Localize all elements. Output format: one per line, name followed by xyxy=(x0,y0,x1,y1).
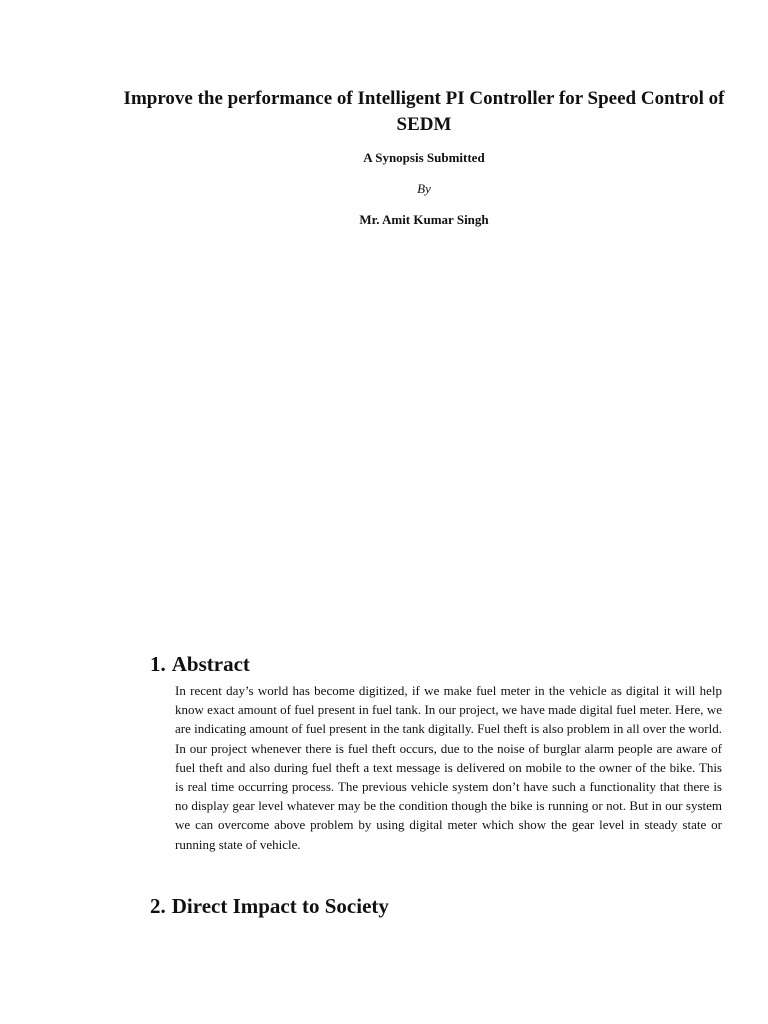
section-heading-direct-impact xyxy=(150,894,389,919)
author-name: Mr. Amit Kumar Singh xyxy=(359,212,489,227)
section-heading-abstract xyxy=(150,652,250,677)
section-number: 1. xyxy=(150,652,166,676)
section-number: 2. xyxy=(150,894,166,918)
section-title: Direct Impact to Society xyxy=(171,894,389,918)
section-title: Abstract xyxy=(171,652,250,676)
abstract-paragraph: In recent day’s world has become digitized, if we make fuel meter in the vehicle as digital it will help know exact amount of fuel present in fuel tank. In our project, we have made digital fuel meter. Here, we are indicating amount of fuel present in the tank digitally. Fuel theft is also problem in all over the world. In our project whenever there is fuel theft occurs, due to the noise of burglar alarm people are aware of fuel theft and also during fuel theft a text message is delivered on mobile to the owner of the bike. This is real time occurring process. The previous vehicle system don’t have such a functionality that there is no display gear level whatever may be the condition though the bike is running or not. But in our system we can overcome above problem by using digital meter which show the gear level in steady state or running state of vehicle. xyxy=(175,683,722,852)
by-label: By xyxy=(417,181,431,196)
document-subtitle: A Synopsis Submitted xyxy=(363,150,485,165)
document-title: Improve the performance of Intelligent PI Controller for Speed Control of SEDM xyxy=(123,88,725,135)
